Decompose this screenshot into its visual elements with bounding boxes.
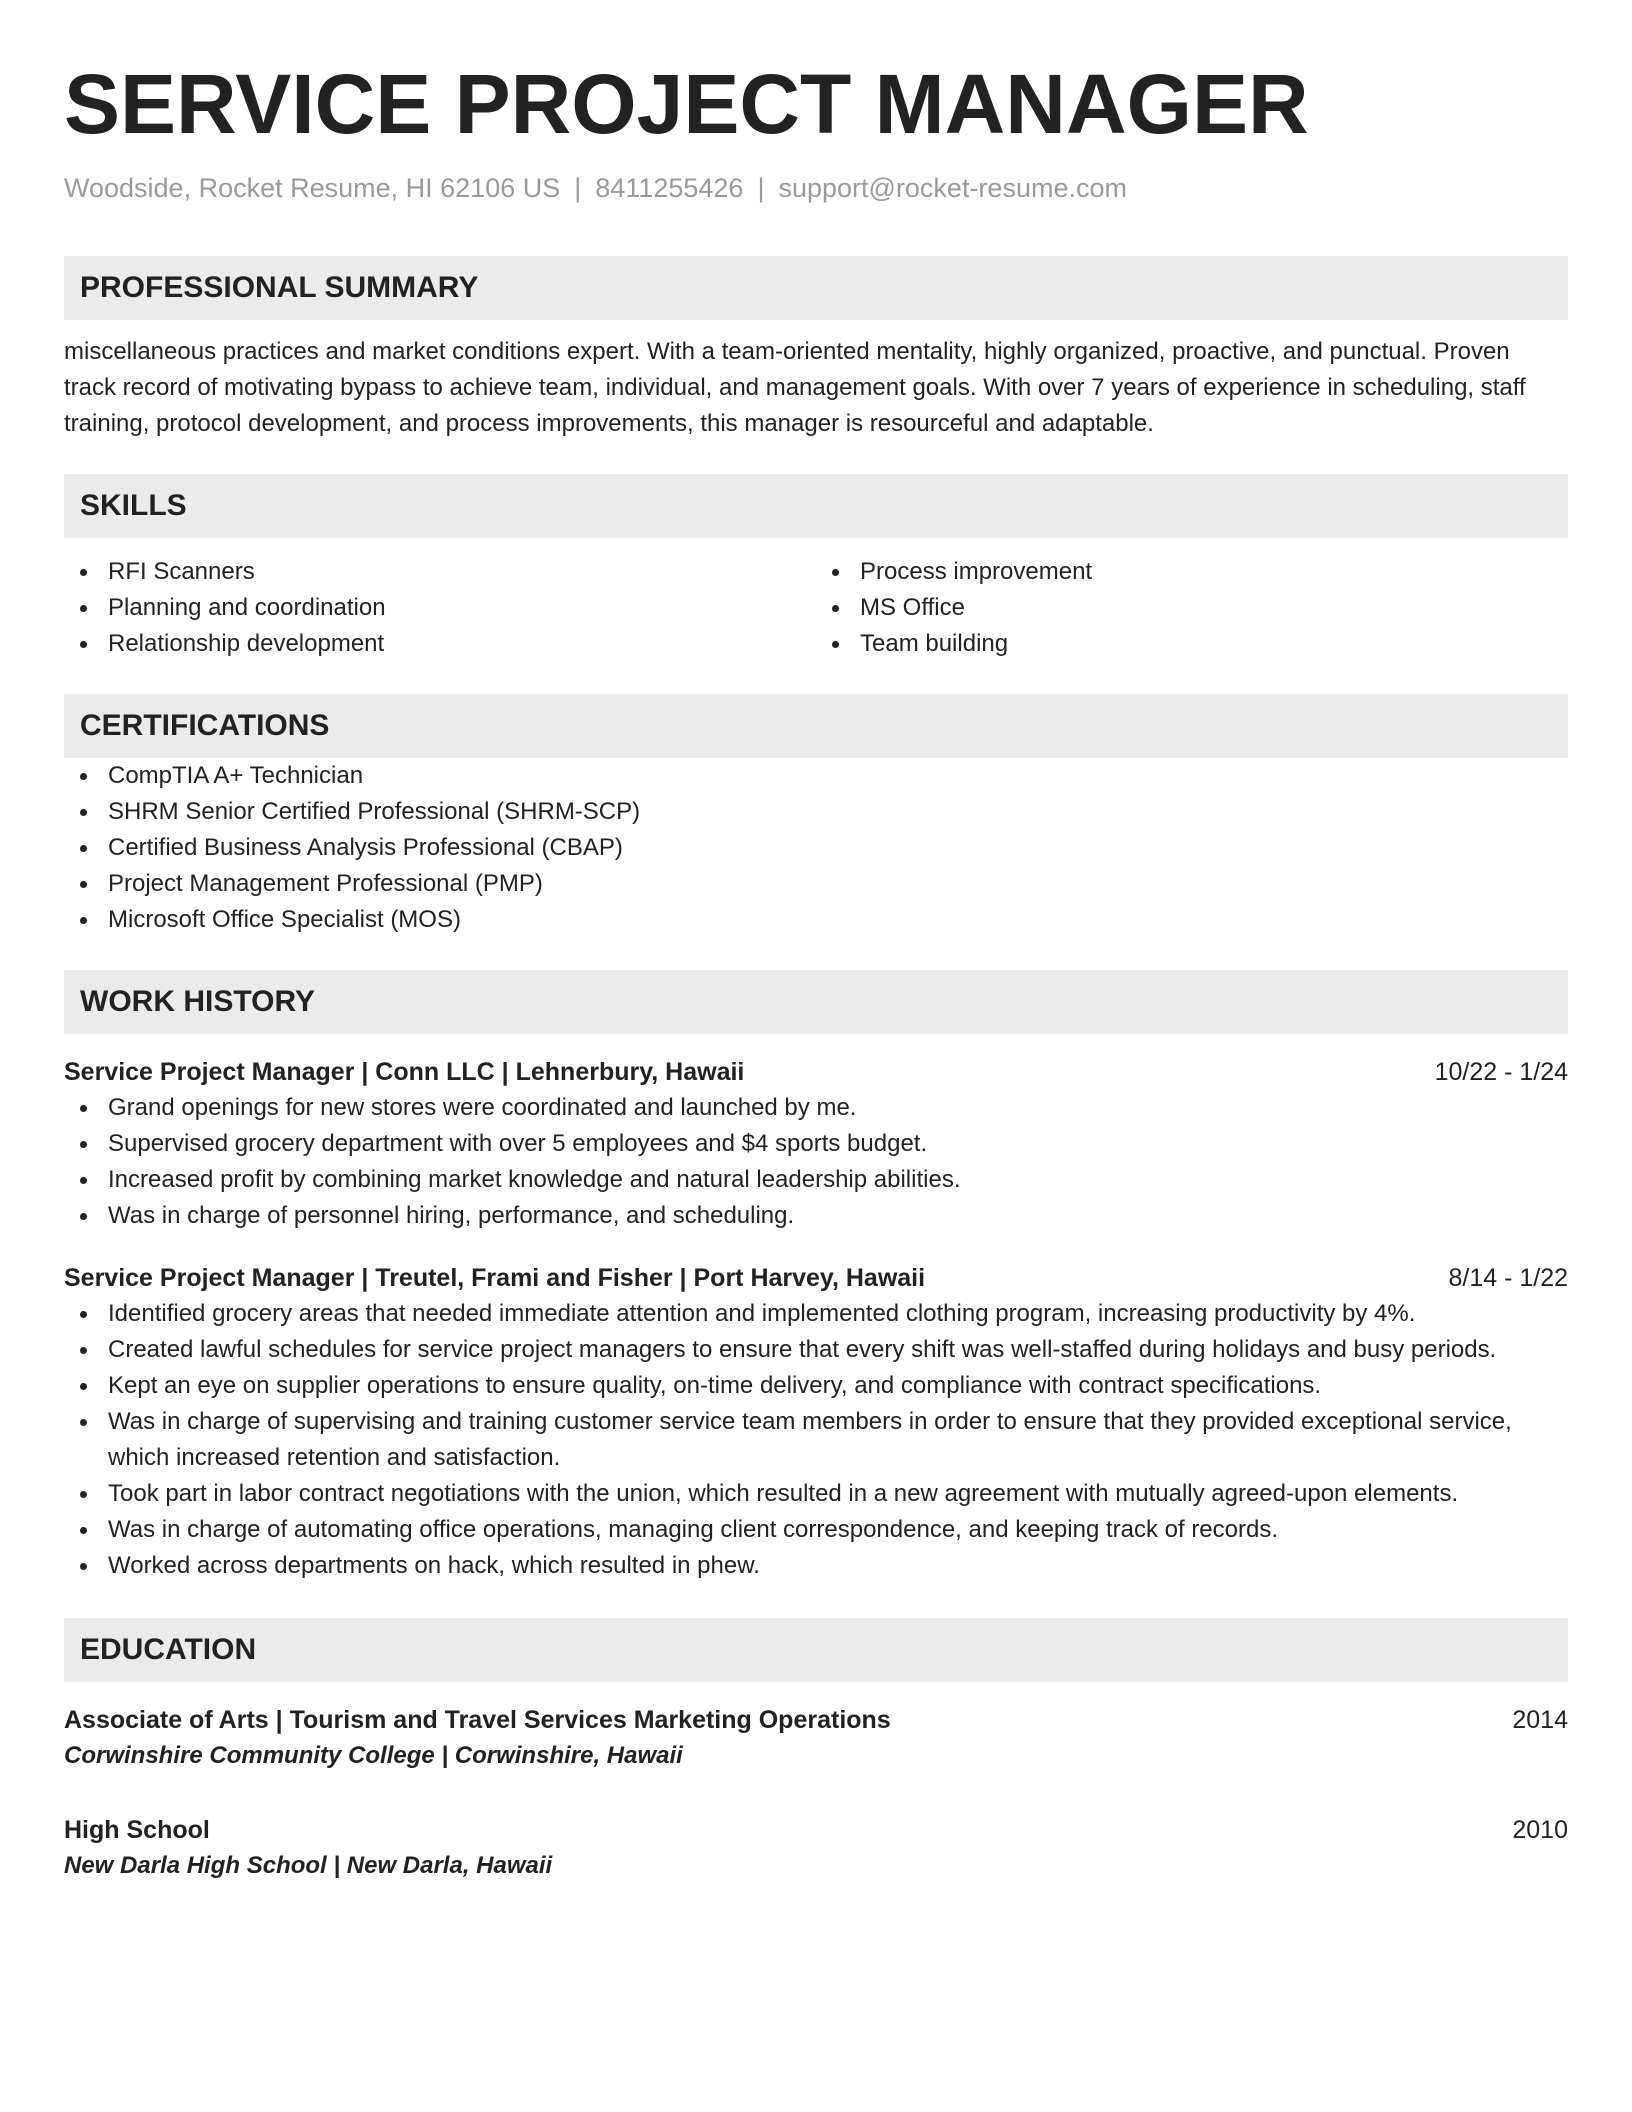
bullet-icon (832, 641, 839, 648)
section-heading-certifications: CERTIFICATIONS (64, 694, 1568, 758)
section-heading-skills: SKILLS (64, 474, 1568, 538)
education-entry (64, 1702, 1568, 1774)
job-duty-item: Kept an eye on supplier operations to ensure quality, on-time delivery, and compliance with contract specifications. (64, 1368, 1568, 1404)
education-header (64, 1812, 1568, 1848)
skills-list (64, 554, 1568, 662)
skill-item: Team building (816, 626, 1568, 662)
bullet-icon (80, 605, 87, 612)
skill-item: Process improvement (816, 554, 1568, 590)
skill-item: Planning and coordination (64, 590, 816, 626)
bullet-icon (80, 809, 87, 816)
bullet-icon (80, 1383, 87, 1390)
skills-column-right (816, 554, 1568, 662)
job-duty-item: Was in charge of personnel hiring, performance, and scheduling. (64, 1198, 1568, 1234)
bullet-icon (80, 1213, 87, 1220)
bullet-icon (80, 1419, 87, 1426)
education-year: 2014 (1512, 1706, 1568, 1734)
job-header (64, 1054, 1568, 1090)
contact-phone: 8411255426 (595, 173, 744, 203)
job-duty-item: Increased profit by combining market knowledge and natural leadership abilities. (64, 1162, 1568, 1198)
education-degree: High School (64, 1816, 210, 1844)
skill-item: Relationship development (64, 626, 816, 662)
bullet-icon (80, 1563, 87, 1570)
bullet-icon (80, 1105, 87, 1112)
bullet-icon (80, 1491, 87, 1498)
candidate-name: SERVICE PROJECT MANAGER (64, 57, 1309, 151)
job-duty-item: Worked across departments on hack, which resulted in phew. (64, 1548, 1568, 1584)
bullet-icon (80, 641, 87, 648)
contact-location: Woodside, Rocket Resume, HI 62106 US (64, 173, 561, 203)
job-dates: 8/14 - 1/22 (1448, 1264, 1568, 1292)
job-entry (64, 1260, 1568, 1584)
certification-item: Microsoft Office Specialist (MOS) (64, 902, 1568, 938)
bullet-icon (80, 1177, 87, 1184)
skill-item: MS Office (816, 590, 1568, 626)
bullet-icon (832, 569, 839, 576)
summary-text: miscellaneous practices and market conditions expert. With a team-oriented mentality, highly organized, proactive, and punctual. Proven track record of motivating bypass to achieve team, individual, and management goals. With over 7 years of experience in scheduling, staff training, protocol development, and process improvements, this manager is resourceful and adaptable. (64, 338, 1526, 437)
certification-item: SHRM Senior Certified Professional (SHRM-SCP) (64, 794, 1568, 830)
contact-separator: | (757, 173, 765, 203)
job-title: Service Project Manager | Treutel, Frami and Fisher | Port Harvey, Hawaii (64, 1264, 926, 1292)
contact-separator: | (574, 173, 582, 203)
job-duty-item: Identified grocery areas that needed immediate attention and implemented clothing program, increasing productivity by 4%. (64, 1296, 1568, 1332)
job-header (64, 1260, 1568, 1296)
education-school: Corwinshire Community College | Corwinshire, Hawaii (64, 1742, 683, 1769)
bullet-icon (80, 917, 87, 924)
bullet-icon (80, 773, 87, 780)
certification-item: CompTIA A+ Technician (64, 758, 1568, 794)
job-dates: 10/22 - 1/24 (1434, 1058, 1568, 1086)
job-duty-item: Was in charge of automating office operations, managing client correspondence, and keeping track of records. (64, 1512, 1568, 1548)
education-entry (64, 1812, 1568, 1884)
bullet-icon (80, 1347, 87, 1354)
section-heading-summary: PROFESSIONAL SUMMARY (64, 256, 1568, 320)
job-duties-list (64, 1090, 1568, 1234)
job-entry (64, 1054, 1568, 1234)
certification-item: Certified Business Analysis Professional (CBAP) (64, 830, 1568, 866)
bullet-icon (80, 881, 87, 888)
bullet-icon (832, 605, 839, 612)
section-heading-education: EDUCATION (64, 1618, 1568, 1682)
education-header (64, 1702, 1568, 1738)
bullet-icon (80, 569, 87, 576)
education-year: 2010 (1512, 1816, 1568, 1844)
job-duty-item: Grand openings for new stores were coordinated and launched by me. (64, 1090, 1568, 1126)
skill-item: RFI Scanners (64, 554, 816, 590)
job-title: Service Project Manager | Conn LLC | Lehnerbury, Hawaii (64, 1058, 745, 1086)
job-duty-item: Created lawful schedules for service project managers to ensure that every shift was well-staffed during holidays and busy periods. (64, 1332, 1568, 1368)
job-duty-item: Was in charge of supervising and training customer service team members in order to ensure that they provided exceptional service, which increased retention and satisfaction. (64, 1404, 1568, 1476)
bullet-icon (80, 845, 87, 852)
bullet-icon (80, 1141, 87, 1148)
job-duty-item: Took part in labor contract negotiations with the union, which resulted in a new agreement with mutually agreed-upon elements. (64, 1476, 1568, 1512)
section-heading-work-history: WORK HISTORY (64, 970, 1568, 1034)
job-duties-list (64, 1296, 1568, 1584)
skills-column-left (64, 554, 816, 662)
certification-item: Project Management Professional (PMP) (64, 866, 1568, 902)
education-degree: Associate of Arts | Tourism and Travel Services Marketing Operations (64, 1706, 891, 1734)
education-school: New Darla High School | New Darla, Hawaii (64, 1852, 553, 1879)
certifications-list (64, 758, 1568, 938)
job-duty-item: Supervised grocery department with over 5 employees and $4 sports budget. (64, 1126, 1568, 1162)
bullet-icon (80, 1311, 87, 1318)
contact-line (64, 170, 1568, 206)
bullet-icon (80, 1527, 87, 1534)
contact-email: support@rocket-resume.com (778, 173, 1127, 203)
